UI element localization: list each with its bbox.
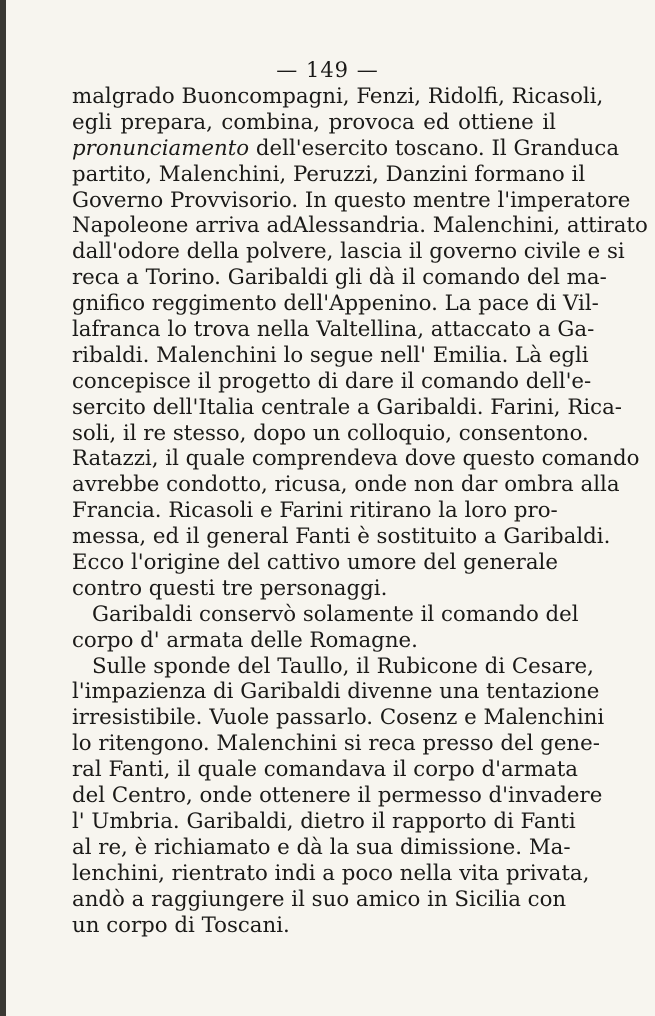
text-line: irresistibile. Vuole passarlo. Cosenz e Malenchini: [72, 705, 605, 731]
text-line: Ratazzi, il quale comprendeva dove questo comando: [72, 446, 640, 472]
text-line: del Centro, onde ottenere il permesso d'invadere: [72, 783, 603, 809]
text-line: dall'odore della polvere, lascia il governo civile e si: [72, 239, 625, 265]
text-line: sercito dell'Italia centrale a Garibaldi. Farini, Rica-: [72, 394, 622, 420]
text-line: contro questi tre personaggi.: [72, 575, 388, 601]
text-line: Ecco l'origine del cattivo umore del generale: [72, 550, 558, 576]
text-line: ral Fanti, il quale comandava il corpo d'armata: [72, 757, 578, 783]
italic-word: pronunciamento: [72, 135, 250, 161]
text-line: l' Umbria. Garibaldi, dietro il rapporto di Fanti: [72, 808, 576, 834]
text-line: lenchini, rientrato indi a poco nella vita privata,: [72, 860, 590, 886]
text-line: soli, il re stesso, dopo un colloquio, consentono.: [72, 420, 589, 446]
text-line: l'impazienza di Garibaldi divenne una tentazione: [72, 679, 600, 705]
text-line: andò a raggiungere il suo amico in Sicilia con: [72, 886, 567, 912]
text-line: Francia. Ricasoli e Farini ritirano la loro pro-: [72, 498, 558, 524]
page-binding-edge: [0, 0, 6, 1016]
text-line: pronunciamento dell'esercito toscano. Il Granduca: [72, 135, 620, 161]
text-line: reca a Torino. Garibaldi gli dà il comando del ma-: [72, 265, 607, 291]
text-line: Sulle sponde del Taullo, il Rubicone di Cesare,: [92, 653, 594, 679]
text-line: un corpo di Toscani.: [72, 912, 290, 938]
text-line: Governo Provvisorio. In questo mentre l'imperatore: [72, 187, 631, 213]
text-line: gnifico reggimento dell'Appenino. La pace di Vil-: [72, 291, 599, 317]
text-line: ribaldi. Malenchini lo segue nell' Emilia. Là egli: [72, 342, 589, 368]
text-line: messa, ed il general Fanti è sostituito a Garibaldi.: [72, 524, 611, 550]
text-line: al re, è richiamato e dà la sua dimissione. Ma-: [72, 834, 571, 860]
page-number: — 149 —: [276, 58, 379, 82]
text-line: malgrado Buoncompagni, Fenzi, Ridolfi, Ricasoli,: [72, 84, 604, 109]
body-text: [72, 84, 648, 938]
text-line: lafranca lo trova nella Valtellina, attaccato a Ga-: [72, 317, 595, 343]
text-line: partito, Malenchini, Peruzzi, Danzini formano il: [72, 161, 586, 187]
text-line: egli prepara, combina, provoca ed ottiene il: [72, 109, 556, 135]
text-line: Napoleone arriva adAlessandria. Malenchini, attirato: [72, 213, 648, 239]
text-line: Garibaldi conservò solamente il comando del: [92, 601, 579, 627]
text-line: concepisce il progetto di dare il comando dell'e-: [72, 368, 592, 394]
text-line: corpo d' armata delle Romagne.: [72, 627, 418, 653]
text-line: avrebbe condotto, ricusa, onde non dar ombra alla: [72, 472, 620, 498]
text-line: lo ritengono. Malenchini si reca presso del gene-: [72, 731, 600, 757]
